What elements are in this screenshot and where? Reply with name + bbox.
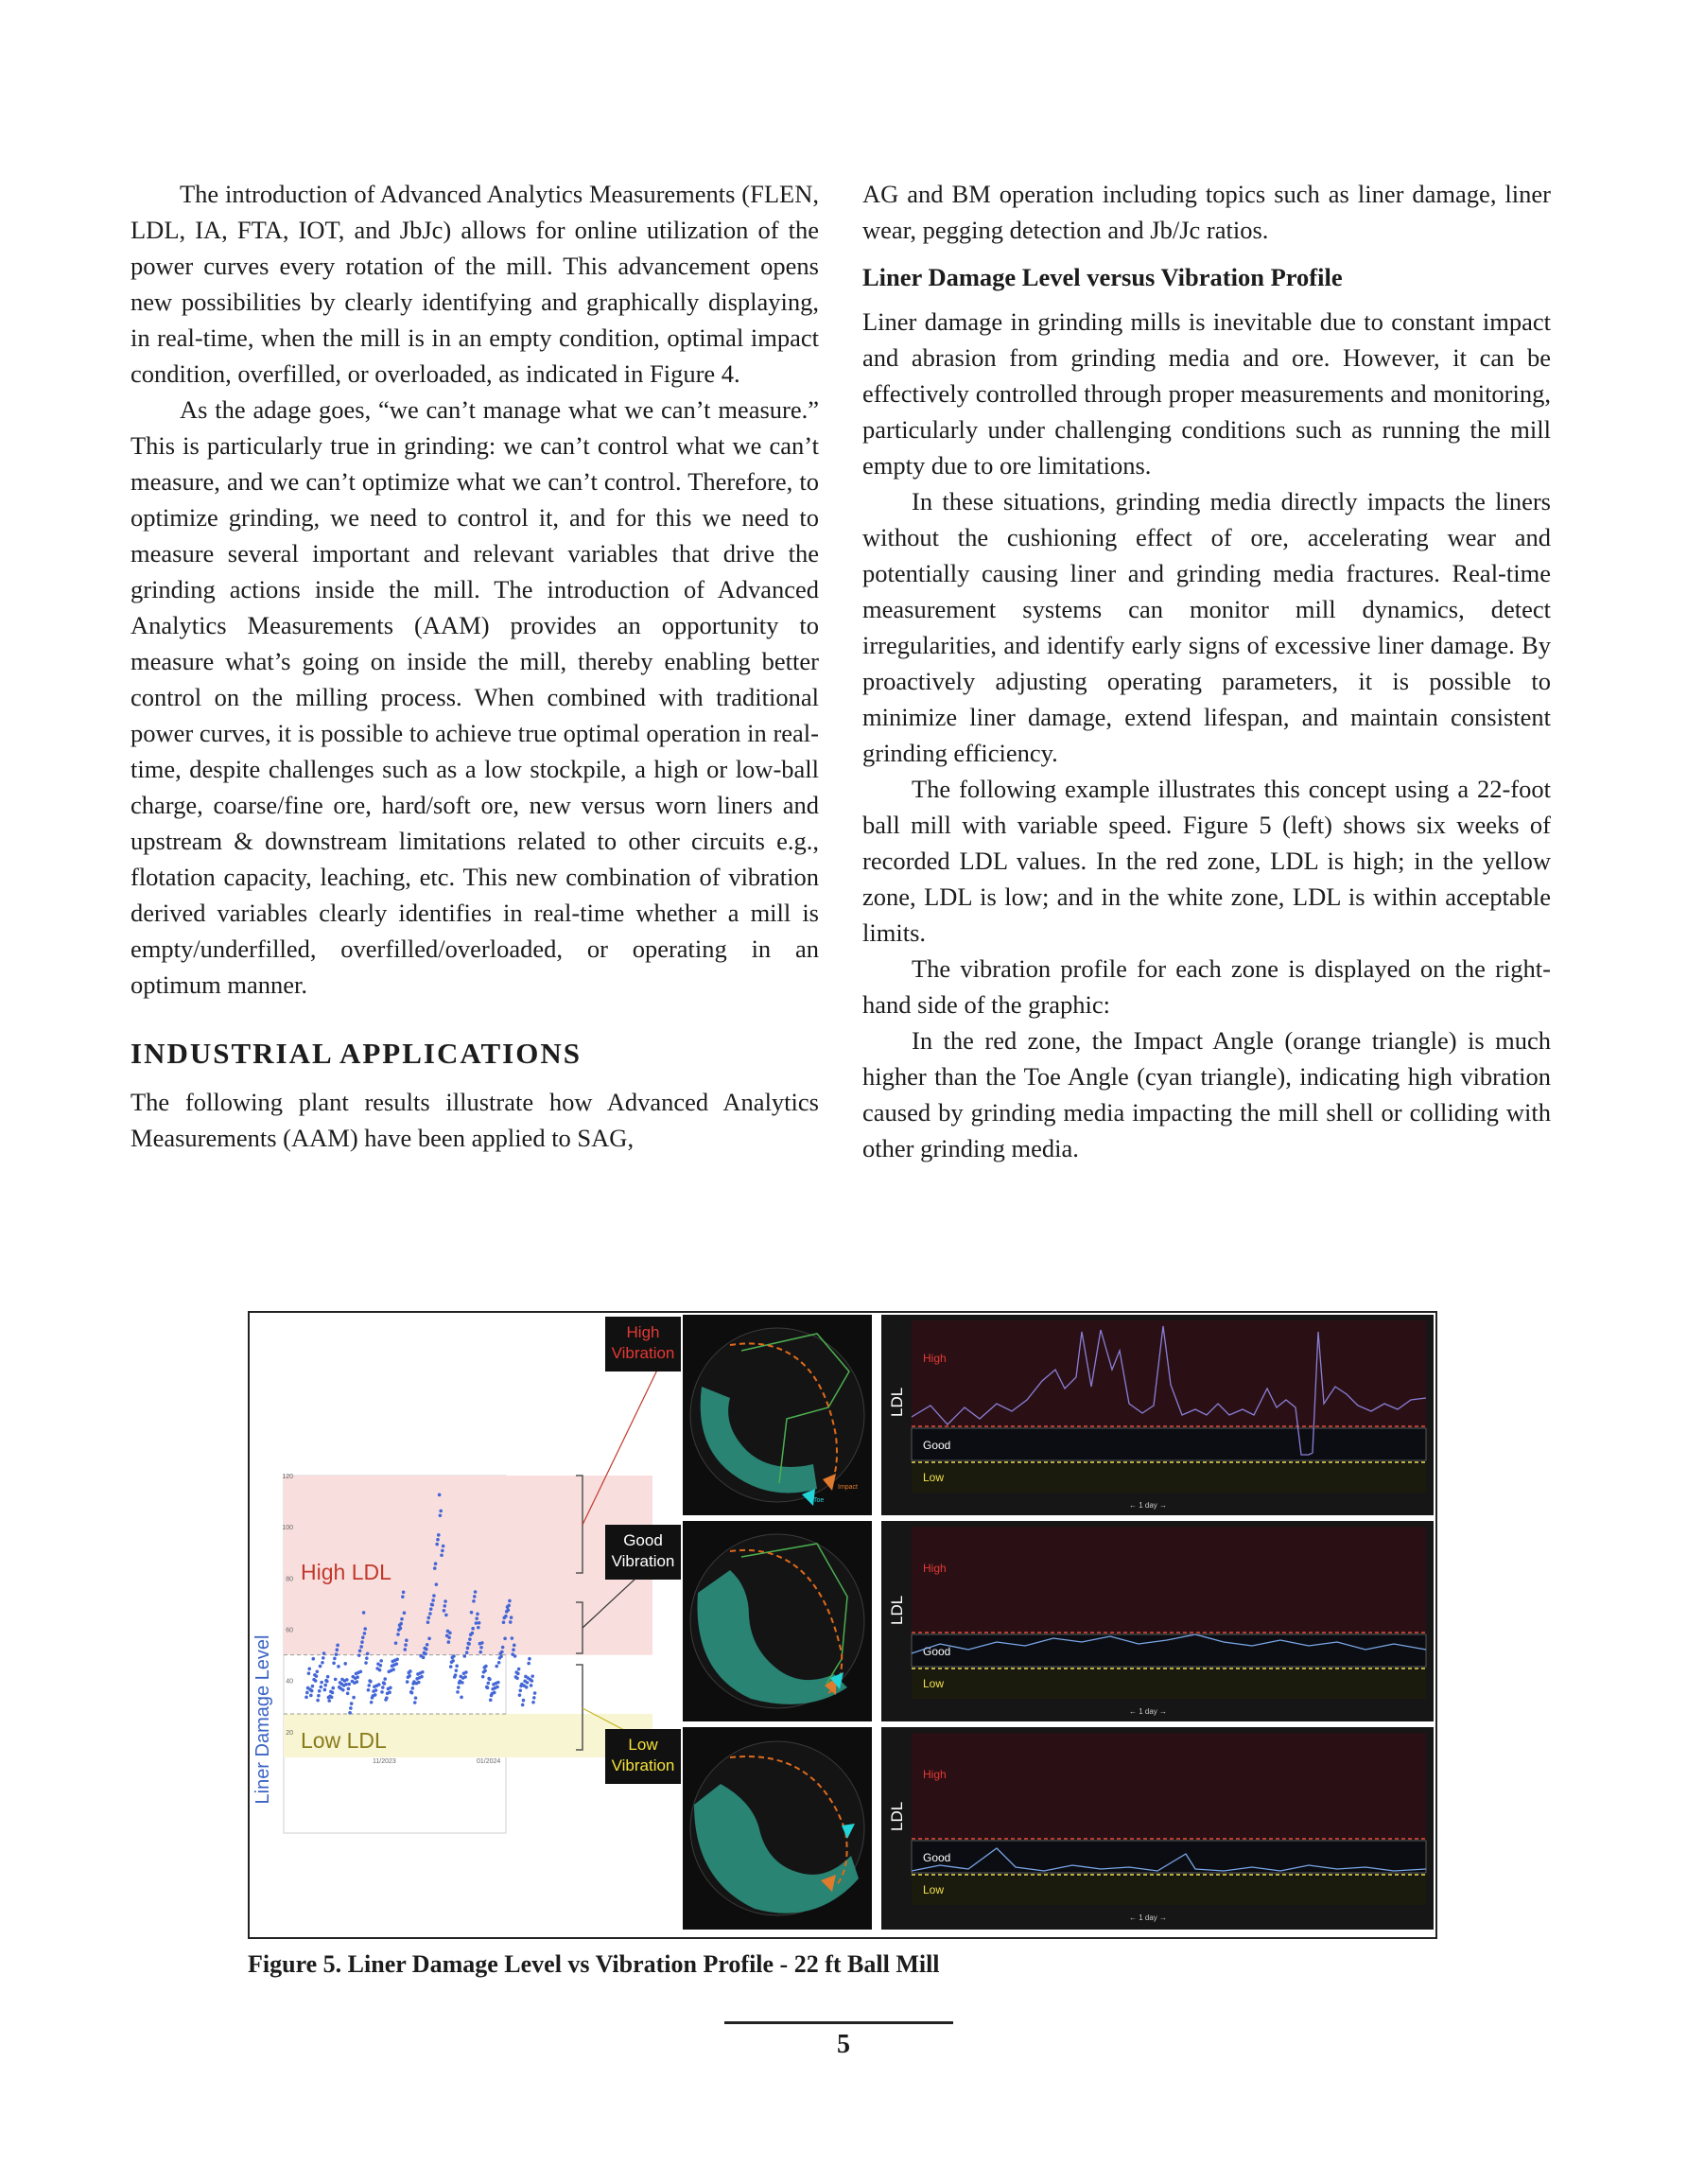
data-point (377, 1683, 381, 1686)
data-point (323, 1684, 327, 1687)
data-point (350, 1702, 354, 1705)
x-tick-label: 11/2023 (373, 1758, 396, 1765)
data-point (389, 1686, 392, 1690)
figure-caption: Figure 5. Liner Damage Level vs Vibration Profile - 22 ft Ball Mill (248, 1950, 940, 1978)
data-point (315, 1674, 319, 1678)
data-point (501, 1646, 505, 1650)
y-tick-label: 100 (282, 1525, 293, 1532)
data-point (463, 1675, 467, 1679)
data-point (444, 1614, 448, 1617)
svg-text:High: High (923, 1562, 947, 1575)
data-point (314, 1679, 318, 1683)
data-point (367, 1684, 371, 1687)
data-point (427, 1636, 431, 1640)
data-point (405, 1638, 409, 1642)
data-point (476, 1612, 479, 1616)
data-point (352, 1696, 356, 1700)
data-point (383, 1677, 387, 1681)
svg-text:← 1 day →: ← 1 day → (1129, 1913, 1168, 1922)
data-point (326, 1675, 330, 1679)
data-point (475, 1621, 478, 1625)
data-point (504, 1615, 508, 1618)
data-point (391, 1668, 395, 1671)
data-point (413, 1701, 417, 1704)
paragraph: In these situations, grinding media directly impacts the liners without the cushioning effect of ore, accelerating wear and potentially causing liner and grinding media fractures. Real-time measurement systems can monitor mill dynamics, detect irregularities, and identify early signs of excessive liner damage. By proactively adjusting operating parameters, it is possible to minimize liner damage, extend lifespan, and maintain consistent grinding efficiency. (862, 487, 1551, 767)
data-point (479, 1646, 483, 1650)
data-point (356, 1675, 359, 1679)
data-point (440, 1553, 443, 1557)
data-point (320, 1686, 323, 1689)
data-point (359, 1669, 363, 1673)
data-point (434, 1562, 438, 1565)
data-point (362, 1611, 366, 1615)
data-point (421, 1670, 425, 1674)
low-vibration-label: Low (628, 1736, 658, 1754)
data-point (456, 1690, 460, 1694)
data-point (472, 1599, 476, 1603)
data-point (327, 1699, 331, 1703)
data-point (411, 1686, 415, 1690)
data-point (309, 1694, 313, 1698)
y-tick-label: 60 (286, 1627, 293, 1634)
data-point (349, 1706, 353, 1710)
data-point (404, 1643, 408, 1647)
data-point (489, 1699, 493, 1703)
data-point (319, 1665, 322, 1669)
data-point (525, 1686, 529, 1689)
data-point (403, 1648, 407, 1651)
data-point (408, 1674, 411, 1678)
data-point (457, 1686, 461, 1689)
data-point (322, 1656, 325, 1660)
data-point (316, 1699, 320, 1703)
svg-text:Good: Good (923, 1645, 951, 1658)
y-tick-label: 20 (286, 1729, 293, 1737)
data-point (344, 1683, 348, 1686)
data-point (495, 1665, 498, 1669)
data-point (395, 1657, 399, 1661)
data-point (470, 1611, 474, 1615)
data-point (454, 1673, 458, 1677)
data-point (305, 1691, 309, 1695)
data-point (374, 1693, 377, 1697)
paragraph: The introduction of Advanced Analytics Measurements (FLEN, LDL, IA, FTA, IOT, and JbJc) allows for online utilization of the power curves every rotation of the mill. This advancement opens new possibilities by clearly identifying and graphically displaying, in real-time, when the mill is in an empty condition, optimal impact condition, overfilled, or overloaded, as indicated in Figure 4. (130, 180, 819, 388)
ldl-trend-good (881, 1521, 1434, 1721)
svg-text:Good: Good (923, 1439, 951, 1452)
data-point (347, 1687, 351, 1691)
data-point (513, 1644, 516, 1648)
data-point (322, 1651, 326, 1655)
data-point (481, 1675, 485, 1679)
data-point (466, 1647, 470, 1651)
data-point (331, 1686, 335, 1690)
data-point (374, 1688, 378, 1692)
svg-text:Good: Good (923, 1851, 951, 1864)
data-point (533, 1691, 537, 1695)
y-tick-label: 40 (286, 1678, 293, 1686)
data-point (428, 1612, 432, 1616)
data-point (511, 1636, 514, 1640)
data-point (356, 1680, 359, 1684)
data-point (317, 1694, 321, 1698)
paragraph: The vibration profile for each zone is displayed on the right-hand side of the graphic: (862, 954, 1551, 1019)
y-axis-label: Liner Damage Level (252, 1634, 273, 1805)
svg-text:Vibration: Vibration (611, 1344, 675, 1362)
data-point (424, 1652, 427, 1656)
data-point (422, 1656, 426, 1660)
paragraph: Liner damage in grinding mills is inevitable due to constant impact and abrasion from grinding media and ore. However, it can be effectively controlled through proper measurements and monitoring, particularly under challenging conditions such as running the mill empty due to ore limitations. (862, 307, 1551, 480)
data-point (483, 1669, 487, 1673)
data-point (333, 1657, 337, 1661)
data-point (518, 1688, 522, 1692)
data-point (468, 1637, 472, 1641)
data-point (358, 1650, 362, 1653)
svg-text:Toe: Toe (813, 1497, 825, 1504)
data-point (321, 1661, 324, 1665)
x-tick-label: 01/2024 (477, 1758, 501, 1765)
paragraph: AG and BM operation including topics such as liner damage, liner wear, pegging detection and Jb/Jc ratios. (862, 180, 1551, 244)
data-point (435, 1582, 439, 1586)
data-point (530, 1684, 533, 1687)
svg-text:Low: Low (923, 1677, 945, 1690)
data-point (530, 1674, 534, 1678)
subsection-heading: Liner Damage Level versus Vibration Profile (862, 263, 1343, 291)
data-point (438, 1494, 442, 1497)
data-point (460, 1696, 463, 1700)
data-point (304, 1696, 308, 1700)
data-point (496, 1681, 500, 1685)
data-point (465, 1651, 469, 1654)
vibration-labels (605, 1317, 681, 1784)
data-point (426, 1616, 430, 1620)
data-point (486, 1686, 490, 1690)
mill-profile-low (683, 1727, 872, 1930)
data-point (420, 1675, 424, 1679)
data-point (522, 1699, 526, 1703)
data-point (530, 1679, 534, 1683)
data-point (378, 1669, 382, 1672)
data-point (451, 1659, 455, 1663)
data-point (467, 1642, 471, 1646)
data-point (439, 1510, 443, 1513)
good-vibration-label: Good (623, 1531, 663, 1549)
ldl-scatter-chart (252, 1360, 662, 1833)
data-point (414, 1696, 418, 1700)
ldl-trend-high (881, 1315, 1434, 1515)
paragraph: As the adage goes, “we can’t manage what we can’t measure.” This is particularly true in grinding: we can’t control what we can’t measure, and we can’t optimize what we can’t control. Therefore, to optimize grinding, we need to control it, and for this we need to measure several important and relevant variables that drive the grinding actions inside the mill. The introduction of Advanced Analytics Measurements (AAM) provides an opportunity to measure what’s going on inside the mill, thereby enabling better control on the milling process. When combined with traditional power curves, it is possible to achieve true optimal operation in real-time, despite challenges such as a low stockpile, a high or low-ball charge, coarse/fine ore, hard/soft ore, new versus worn liners and upstream & downstream limitations related to other circuits e.g., flotation capacity, leaching, etc. This new combination of vibration derived variables clearly identifies in real-time whether a mill is empty/underfilled, overfilled/overloaded, or operating in an optimum manner. (130, 395, 819, 999)
data-point (311, 1685, 315, 1688)
data-point (380, 1690, 384, 1694)
data-point (517, 1668, 521, 1671)
data-point (436, 1538, 440, 1542)
data-point (484, 1665, 488, 1669)
page-number: 5 (837, 2030, 850, 2059)
data-point (367, 1688, 371, 1692)
left-column (130, 176, 819, 1156)
data-point (527, 1662, 530, 1666)
data-point (348, 1711, 352, 1715)
data-point (332, 1662, 336, 1666)
data-point (443, 1599, 447, 1603)
data-point (518, 1693, 522, 1697)
data-point (488, 1678, 492, 1682)
data-point (526, 1681, 530, 1685)
data-point (521, 1704, 525, 1707)
svg-text:← 1 day →: ← 1 day → (1129, 1707, 1168, 1716)
svg-text:High: High (923, 1768, 947, 1781)
data-point (383, 1682, 387, 1686)
data-point (395, 1662, 399, 1666)
data-point (503, 1636, 507, 1640)
data-point (307, 1671, 311, 1675)
data-point (363, 1632, 367, 1635)
data-point (435, 1543, 439, 1546)
data-point (516, 1672, 520, 1676)
data-point (462, 1654, 466, 1658)
data-point (425, 1648, 428, 1651)
data-point (388, 1690, 391, 1694)
data-point (311, 1657, 315, 1661)
data-point (513, 1654, 517, 1658)
data-point (475, 1616, 478, 1620)
data-point (510, 1616, 513, 1619)
data-point (429, 1607, 433, 1611)
data-point (497, 1661, 501, 1665)
svg-text:Impact: Impact (838, 1484, 859, 1491)
data-point (379, 1659, 383, 1663)
data-point (401, 1595, 405, 1599)
figure-5 (248, 1311, 1437, 1939)
svg-text:Vibration: Vibration (611, 1552, 675, 1570)
right-column (862, 176, 1551, 1166)
data-point (443, 1609, 446, 1613)
data-point (528, 1657, 531, 1661)
data-point (357, 1653, 361, 1657)
data-point (307, 1667, 311, 1670)
low-ldl-label: Low LDL (301, 1728, 387, 1753)
data-point (400, 1617, 404, 1621)
data-point (499, 1654, 503, 1658)
data-point (318, 1689, 322, 1693)
data-point (337, 1665, 340, 1669)
data-point (431, 1599, 435, 1602)
data-point (471, 1627, 475, 1631)
data-point (531, 1701, 535, 1704)
data-point (345, 1678, 349, 1682)
data-point (447, 1640, 451, 1644)
data-point (310, 1689, 314, 1693)
data-point (320, 1681, 323, 1685)
svg-text:← 1 day →: ← 1 day → (1129, 1501, 1168, 1510)
data-point (365, 1656, 369, 1660)
data-point (399, 1622, 403, 1626)
data-point (509, 1620, 513, 1624)
paragraph: The following example illustrates this concept using a 22-foot ball mill with variable speed. Figure 5 (left) shows six weeks of recorded LDL values. In the red zone, LDL is high; in the yellow zone, LDL is low; and in the white zone, LDL is within acceptable limits. (862, 775, 1551, 947)
data-point (330, 1696, 334, 1700)
svg-text:LDL: LDL (888, 1595, 906, 1625)
data-point (396, 1633, 400, 1636)
data-point (471, 1632, 475, 1635)
data-point (366, 1651, 370, 1655)
data-point (364, 1661, 368, 1665)
data-point (455, 1664, 459, 1668)
data-point (441, 1549, 444, 1553)
data-point (359, 1645, 363, 1649)
figure-svg (250, 1313, 1435, 1937)
data-point (325, 1680, 329, 1684)
data-point (477, 1626, 480, 1630)
data-point (381, 1686, 385, 1689)
data-point (399, 1627, 403, 1631)
data-point (437, 1533, 441, 1537)
data-point (343, 1662, 347, 1666)
data-point (369, 1680, 373, 1684)
data-point (379, 1664, 383, 1668)
data-point (431, 1603, 435, 1607)
data-point (417, 1681, 421, 1685)
data-point (394, 1641, 398, 1645)
data-point (433, 1566, 437, 1570)
data-point (410, 1691, 414, 1695)
data-point (442, 1545, 445, 1548)
data-point (500, 1651, 504, 1654)
svg-text:High: High (923, 1352, 947, 1365)
data-point (448, 1632, 452, 1635)
data-point (403, 1611, 407, 1615)
data-point (496, 1686, 499, 1689)
ldl-trend-low (881, 1727, 1434, 1930)
svg-text:Low: Low (923, 1883, 945, 1896)
data-point (370, 1701, 374, 1704)
data-point (455, 1669, 459, 1672)
data-point (336, 1648, 339, 1651)
svg-text:Vibration: Vibration (611, 1756, 675, 1774)
svg-text:Low: Low (923, 1471, 945, 1484)
data-point (426, 1620, 430, 1624)
mill-profile-high (683, 1315, 872, 1515)
footer-rule (724, 2021, 953, 2024)
data-point (473, 1595, 477, 1599)
data-point (334, 1678, 338, 1682)
data-point (347, 1683, 351, 1686)
svg-text:LDL: LDL (888, 1801, 906, 1831)
data-point (532, 1696, 536, 1700)
data-point (508, 1599, 512, 1603)
data-point (464, 1670, 468, 1674)
data-point (336, 1644, 339, 1648)
data-point (507, 1608, 511, 1612)
data-point (474, 1590, 478, 1594)
data-point (360, 1640, 364, 1644)
data-point (409, 1669, 412, 1673)
data-point (443, 1604, 446, 1608)
data-point (461, 1681, 464, 1685)
data-point (406, 1680, 409, 1684)
paragraph: In the red zone, the Impact Angle (orange triangle) is much higher than the Toe Angle (cyan triangle), indicating high vibration caused by grinding media impacting the mill shell or colliding with other grinding media. (862, 1026, 1551, 1162)
data-point (323, 1688, 327, 1692)
y-tick-label: 120 (282, 1474, 293, 1480)
data-point (363, 1627, 367, 1631)
data-point (341, 1688, 345, 1692)
data-point (335, 1652, 339, 1656)
y-tick-label: 80 (286, 1576, 293, 1583)
data-point (346, 1691, 350, 1695)
data-point (361, 1635, 365, 1639)
data-point (402, 1590, 406, 1594)
data-point (385, 1696, 389, 1700)
data-point (515, 1676, 519, 1680)
data-point (478, 1651, 482, 1654)
paragraph: The following plant results illustrate how Advanced Analytics Measurements (AAM) have been applied to SAG, (130, 1088, 819, 1152)
data-point (447, 1635, 451, 1639)
data-point (449, 1665, 453, 1669)
section-heading: INDUSTRIAL APPLICATIONS (130, 1037, 582, 1070)
data-point (478, 1621, 481, 1625)
data-point (480, 1641, 484, 1645)
high-vibration-label: High (626, 1323, 660, 1341)
data-point (439, 1513, 443, 1517)
data-point (452, 1654, 456, 1658)
high-ldl-label: High LDL (301, 1560, 391, 1584)
data-point (493, 1691, 496, 1695)
data-point (315, 1669, 319, 1673)
data-point (432, 1594, 436, 1598)
data-point (507, 1604, 511, 1608)
mill-profile-good (683, 1521, 872, 1721)
data-point (331, 1691, 335, 1695)
data-point (487, 1682, 491, 1686)
data-point (512, 1648, 515, 1651)
data-point (426, 1643, 429, 1647)
svg-text:LDL: LDL (888, 1387, 906, 1417)
data-point (502, 1620, 506, 1624)
